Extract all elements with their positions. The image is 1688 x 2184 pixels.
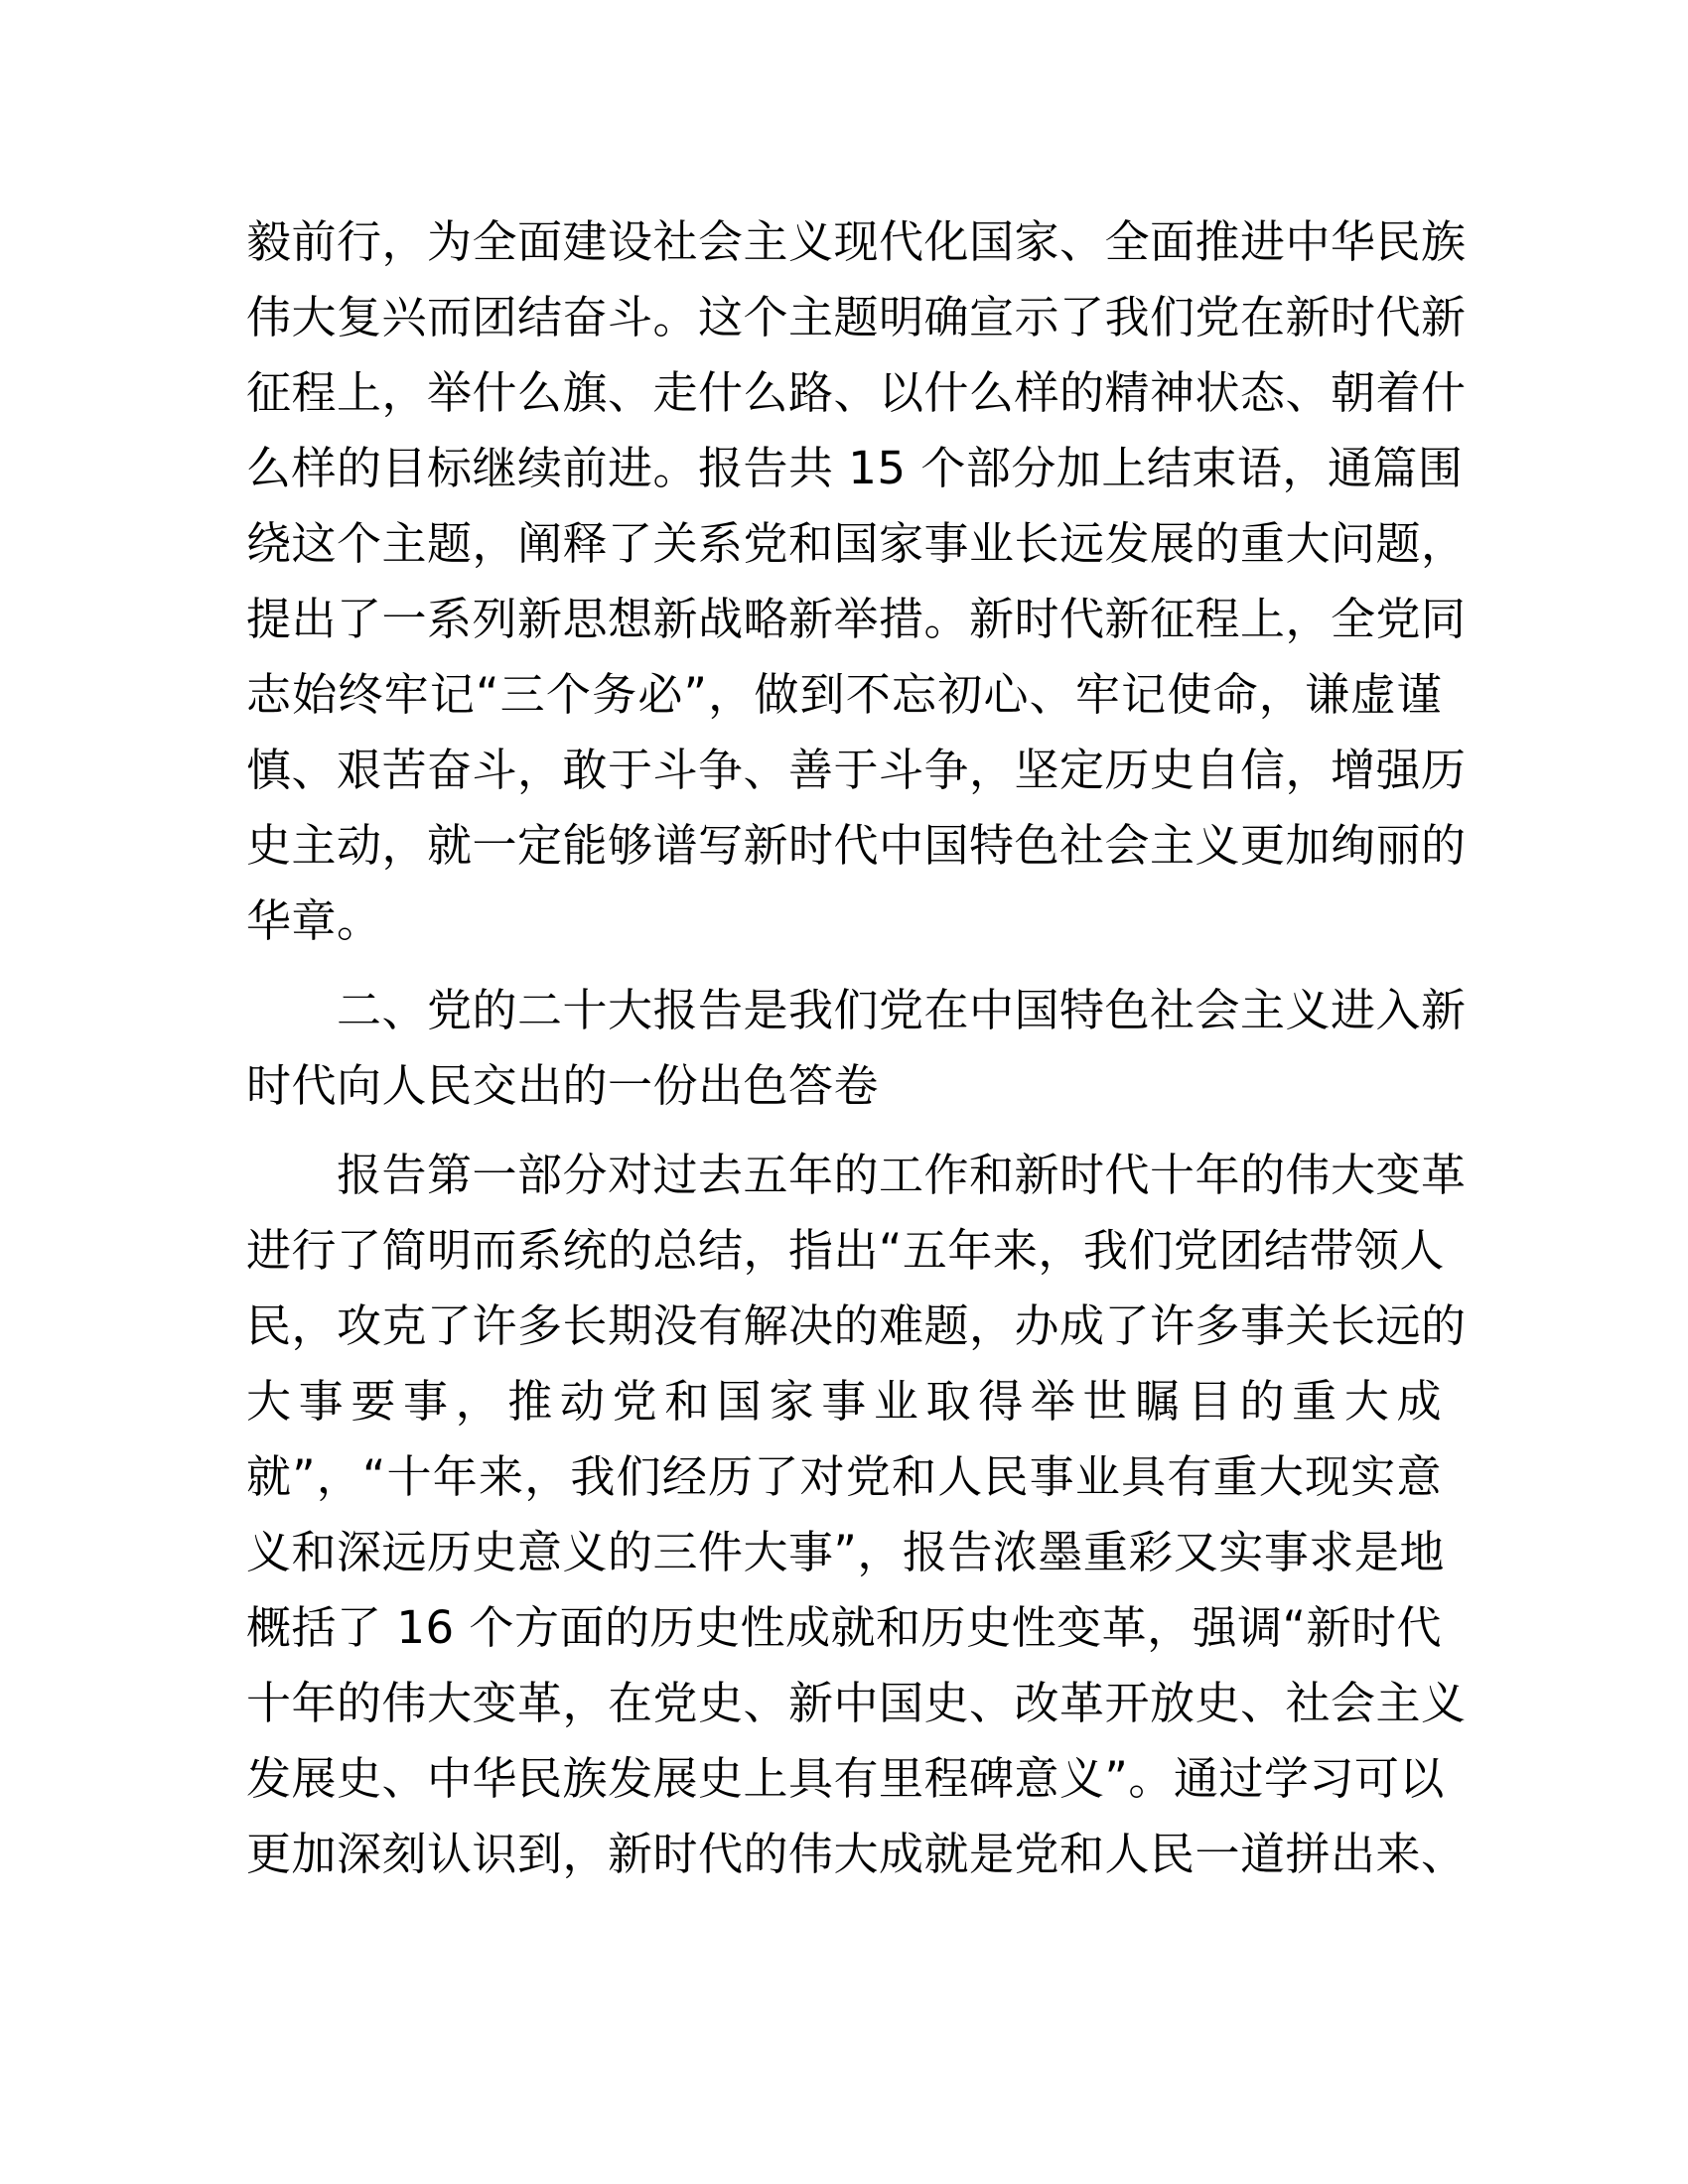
text-line: 提出了一系列新思想新战略新举措。新时代新征程上，全党同	[246, 593, 1467, 645]
paragraph-continuation	[246, 205, 1467, 959]
text-line: 华章。	[246, 894, 382, 947]
text-line: 么样的目标继续前进。报告共 15 个部分加上结束语，通篇围	[246, 442, 1464, 494]
text-line: 报告第一部分对过去五年的工作和新时代十年的伟大变革	[246, 1149, 1467, 1201]
text-line: 伟大复兴而团结奋斗。这个主题明确宣示了我们党在新时代新	[246, 291, 1467, 343]
text-line: 就”，“十年来，我们经历了对党和人民事业具有重大现实意	[246, 1450, 1442, 1503]
text-line: 概括了 16 个方面的历史性成就和历史性变革，强调“新时代	[246, 1601, 1442, 1654]
text-line: 毅前行，为全面建设社会主义现代化国家、全面推进中华民族	[246, 215, 1467, 268]
text-line: 绕这个主题，阐释了关系党和国家事业长远发展的重大问题，	[246, 517, 1467, 570]
paragraph-body	[246, 1138, 1467, 1892]
text-line: 义和深远历史意义的三件大事”，报告浓墨重彩又实事求是地	[246, 1526, 1445, 1578]
text-line: 志始终牢记“三个务必”，做到不忘初心、牢记使命，谦虚谨	[246, 668, 1442, 721]
heading-line: 时代向人民交出的一份出色答卷	[246, 1059, 880, 1112]
text-line: 民，攻克了许多长期没有解决的难题，办成了许多事关长远的	[246, 1299, 1467, 1352]
text-line: 更加深刻认识到，新时代的伟大成就是党和人民一道拼出来、	[246, 1828, 1467, 1880]
text-line: 征程上，举什么旗、走什么路、以什么样的精神状态、朝着什	[246, 366, 1467, 419]
section-heading	[246, 973, 1467, 1124]
document-body	[246, 205, 1467, 1892]
text-line: 大事要事，推动党和国家事业取得举世瞩目的重大成	[246, 1375, 1442, 1428]
text-line: 十年的伟大变革，在党史、新中国史、改革开放史、社会主义	[246, 1677, 1467, 1729]
text-line: 慎、艰苦奋斗，敢于斗争、善于斗争，坚定历史自信，增强历	[246, 744, 1467, 796]
paragraph-gap	[246, 959, 1442, 973]
heading-line: 二、党的二十大报告是我们党在中国特色社会主义进入新	[246, 984, 1467, 1036]
paragraph-gap	[246, 1124, 1442, 1138]
text-line: 进行了简明而系统的总结，指出“五年来，我们党团结带领人	[246, 1224, 1445, 1277]
text-line: 史主动，就一定能够谱写新时代中国特色社会主义更加绚丽的	[246, 819, 1467, 872]
text-line: 发展史、中华民族发展史上具有里程碑意义”。通过学习可以	[246, 1752, 1445, 1805]
